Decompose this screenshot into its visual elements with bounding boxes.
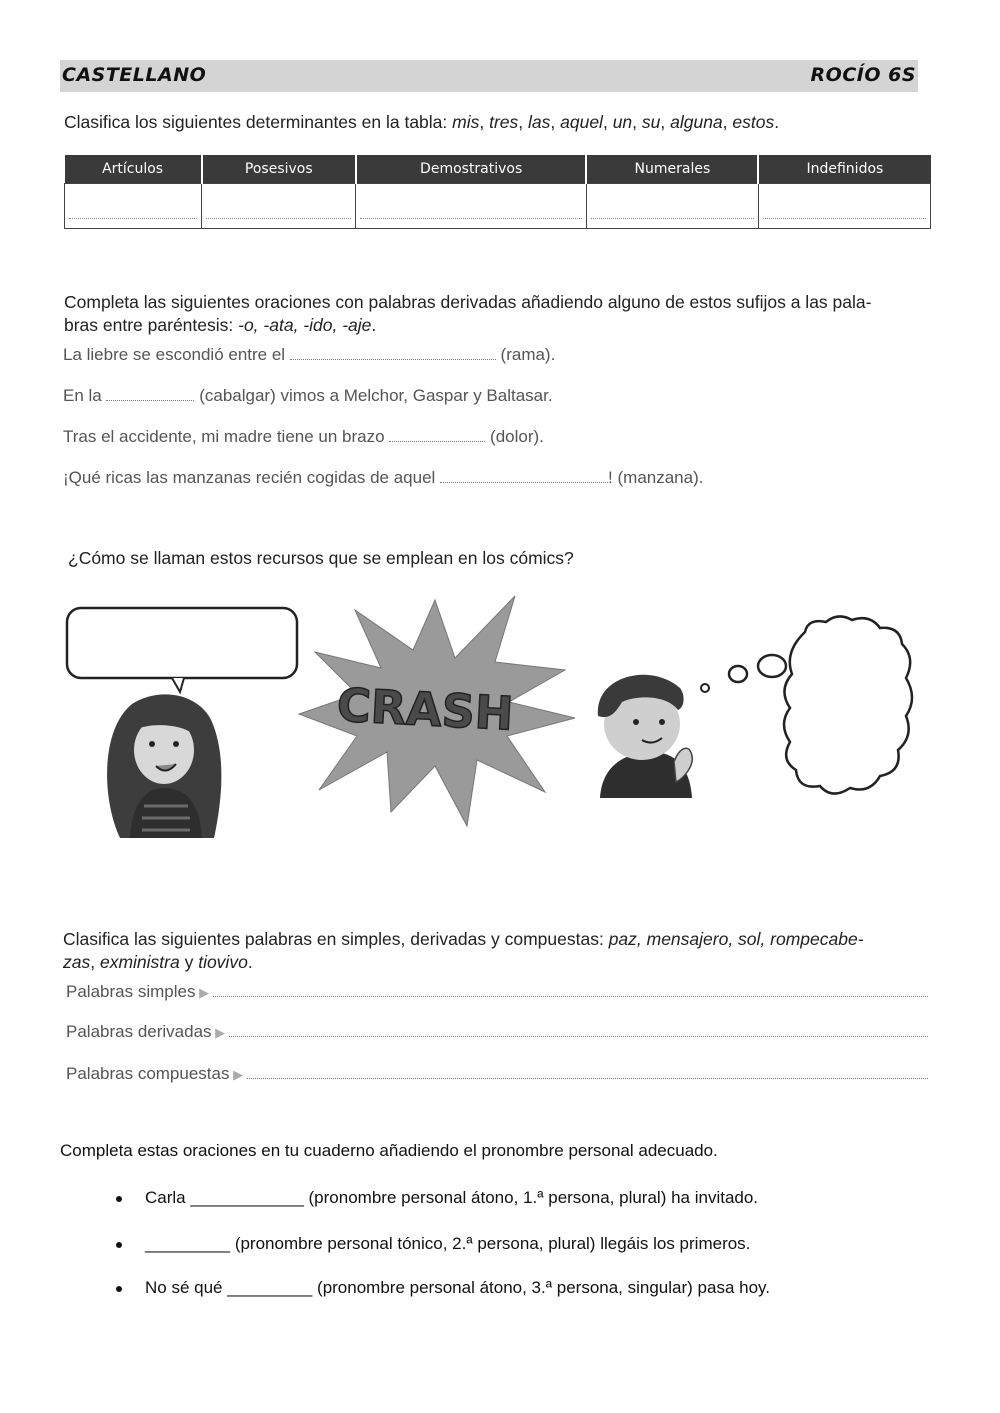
sentence-1: La liebre se escondió entre el (rama). [63, 345, 556, 364]
ex2-instruction: Completa las siguientes oraciones con palabras derivadas añadiendo alguno de estos sufijos a las pala- bras entre paréntesis: -o, -ata, -ido, -aje. [64, 292, 872, 335]
header-bar [60, 60, 918, 92]
sentence-3: Tras el accidente, mi madre tiene un brazo (dolor). [63, 427, 544, 446]
bullet-icon [116, 1286, 122, 1292]
ex4-instruction: Clasifica las siguientes palabras en simples, derivadas y compuestas: paz, mensajero, sol, rompecabe- zas, exministra y tiovivo. [63, 929, 864, 972]
crash-onomatopoeia [295, 590, 585, 830]
simple-words-row: Palabras simples ▶ [66, 982, 928, 1002]
crash-word: CRASH [335, 677, 515, 741]
arrow-right-icon: ▶ [229, 1067, 247, 1082]
ex1-instruction: Clasifica los siguientes determinantes en la tabla: mis, tres, las, aquel, un, su, alguna, estos. [64, 112, 780, 132]
thought-bubble-boy-illustration [580, 612, 920, 812]
thought-bubble [784, 616, 912, 793]
blank-line[interactable] [389, 427, 485, 442]
arrow-right-icon: ▶ [195, 985, 213, 1000]
ex5-instruction: Completa estas oraciones en tu cuaderno añadiendo el pronombre personal adecuado. [60, 1141, 718, 1160]
col-header-articulos: Artículos [65, 155, 202, 184]
col-header-indefinidos: Indefinidos [758, 155, 930, 184]
answer-cell[interactable] [586, 184, 758, 229]
pronoun-item-1: Carla ____________ (pronombre personal átono, 1.ª persona, plural) ha invitado. [145, 1188, 759, 1207]
answer-cell[interactable] [758, 184, 930, 229]
bullet-icon [116, 1242, 122, 1248]
pronoun-item-3: No sé qué _________ (pronombre personal átono, 3.ª persona, singular) pasa hoy. [145, 1278, 770, 1297]
sentence-4: ¡Qué ricas las manzanas recién cogidas de aquel ! (manzana). [63, 468, 704, 487]
col-header-numerales: Numerales [586, 155, 758, 184]
answer-cell[interactable] [356, 184, 587, 229]
blank-line[interactable] [106, 386, 194, 401]
blank-line[interactable] [213, 982, 928, 997]
blank-line[interactable] [229, 1022, 928, 1037]
col-header-posesivos: Posesivos [202, 155, 356, 184]
blank-line[interactable] [290, 345, 496, 360]
subject-title: CASTELLANO [62, 64, 207, 86]
col-header-demostrativos: Demostrativos [356, 155, 587, 184]
blank-line[interactable] [440, 468, 608, 483]
arrow-right-icon: ▶ [211, 1025, 229, 1040]
sentence-2: En la (cabalgar) vimos a Melchor, Gaspar y Baltasar. [63, 386, 553, 405]
speech-bubble-girl-illustration [60, 600, 310, 840]
answer-cell[interactable] [65, 184, 202, 229]
compound-words-row: Palabras compuestas ▶ [66, 1064, 928, 1084]
answer-cell[interactable] [202, 184, 356, 229]
ex3-question: ¿Cómo se llaman estos recursos que se emplean en los cómics? [68, 548, 574, 568]
speech-bubble [67, 608, 297, 678]
class-name: ROCÍO 6S [810, 64, 916, 86]
derived-words-row: Palabras derivadas ▶ [66, 1022, 928, 1042]
determiners-table [64, 155, 931, 229]
pronoun-item-2: _________ (pronombre personal tónico, 2.ª persona, plural) llegáis los primeros. [145, 1234, 751, 1253]
blank-line[interactable] [247, 1064, 928, 1079]
bullet-icon [116, 1196, 122, 1202]
